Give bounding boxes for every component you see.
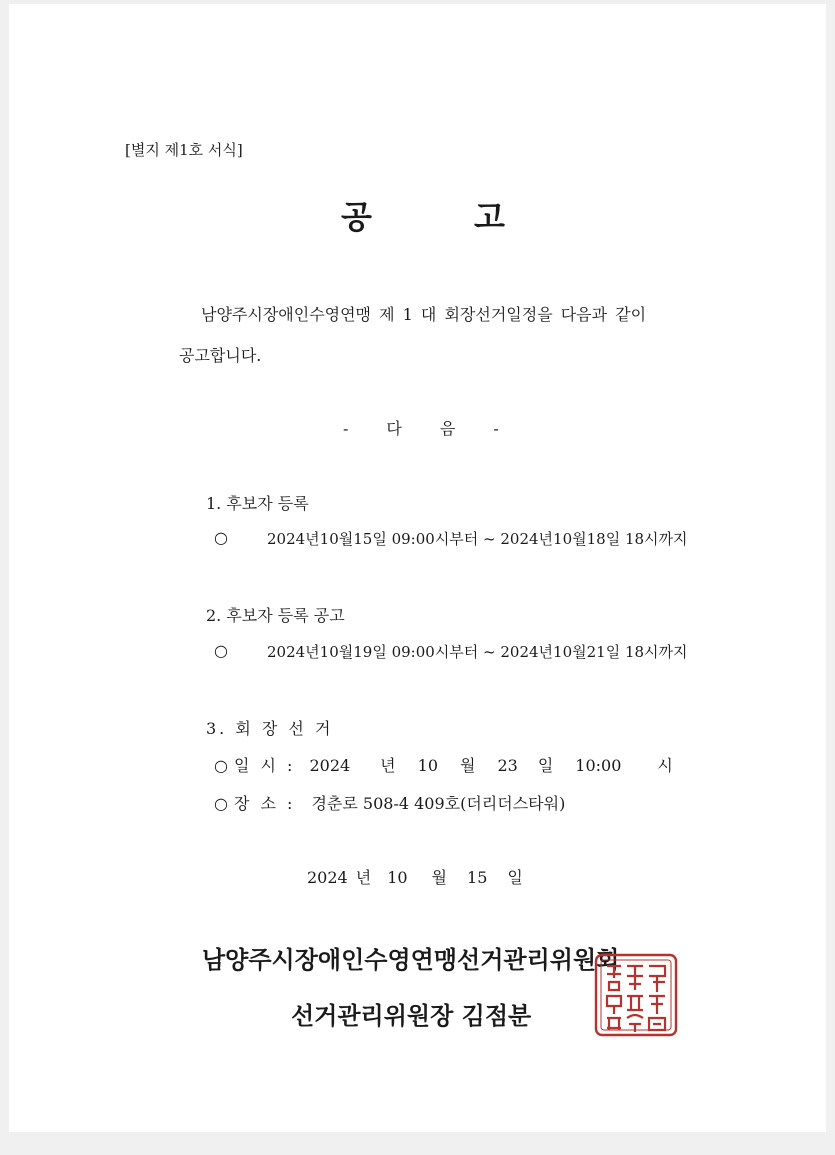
location-value: 경춘로 508-4 409호(더리더스타워): [311, 794, 566, 813]
next-dash-left: -: [343, 419, 349, 438]
title-char-2: 고: [474, 198, 505, 236]
next-dash-right: -: [493, 419, 499, 438]
sign-day: 15: [467, 868, 488, 887]
intro-line-2: 공고합니다.: [179, 346, 262, 365]
datetime-year-unit: 년: [380, 756, 396, 775]
sign-year: 2024: [307, 868, 348, 887]
datetime-month-unit: 월: [460, 756, 476, 775]
next-char-2: 음: [439, 419, 456, 438]
datetime-time: 10:00: [575, 756, 622, 775]
sign-month-unit: 월: [431, 868, 448, 887]
section-2-dates: 2024년10월19일 09:00시부터 ~ 2024년10월21일 18시까지: [267, 643, 688, 661]
organization-name: 남양주시장애인수영연맹선거관리위원회: [202, 945, 620, 974]
form-label: [별지 제1호 서식]: [125, 141, 243, 159]
intro-line-1: 남양주시장애인수영연맹 제 1 대 회장선거일정을 다음과 같이: [201, 305, 647, 324]
datetime-day: 23: [497, 756, 518, 775]
sign-date: [307, 865, 541, 888]
datetime-label: 일 시 :: [233, 756, 296, 775]
section-3-heading: 3. 회 장 선 거: [206, 719, 334, 738]
title-char-1: 공: [341, 198, 372, 236]
election-location-row: [214, 791, 577, 814]
sign-month: 10: [387, 868, 408, 887]
bullet-icon: ○: [214, 794, 228, 813]
datetime-time-unit: 시: [657, 756, 673, 775]
datetime-year: 2024: [309, 756, 351, 775]
datetime-day-unit: 일: [537, 756, 554, 775]
document-page: [9, 4, 826, 1132]
sign-year-unit: 년: [355, 868, 372, 887]
chair-name: 선거관리위원장 김점분: [291, 1001, 532, 1030]
location-label: 장 소 :: [233, 794, 296, 813]
election-datetime-row: [214, 753, 687, 776]
section-1-heading: 1. 후보자 등록: [206, 494, 309, 513]
section-2-heading: 2. 후보자 등록 공고: [206, 606, 345, 625]
bullet-icon: ○: [214, 641, 228, 660]
official-seal-icon: [593, 952, 679, 1038]
bullet-icon: ○: [214, 528, 228, 547]
sign-day-unit: 일: [507, 868, 523, 887]
next-heading: [343, 416, 499, 439]
next-char-1: 다: [386, 419, 402, 438]
bullet-icon: ○: [214, 756, 228, 775]
section-1-dates: 2024년10월15일 09:00시부터 ~ 2024년10월18일 18시까지: [267, 530, 688, 548]
datetime-month: 10: [417, 756, 438, 775]
